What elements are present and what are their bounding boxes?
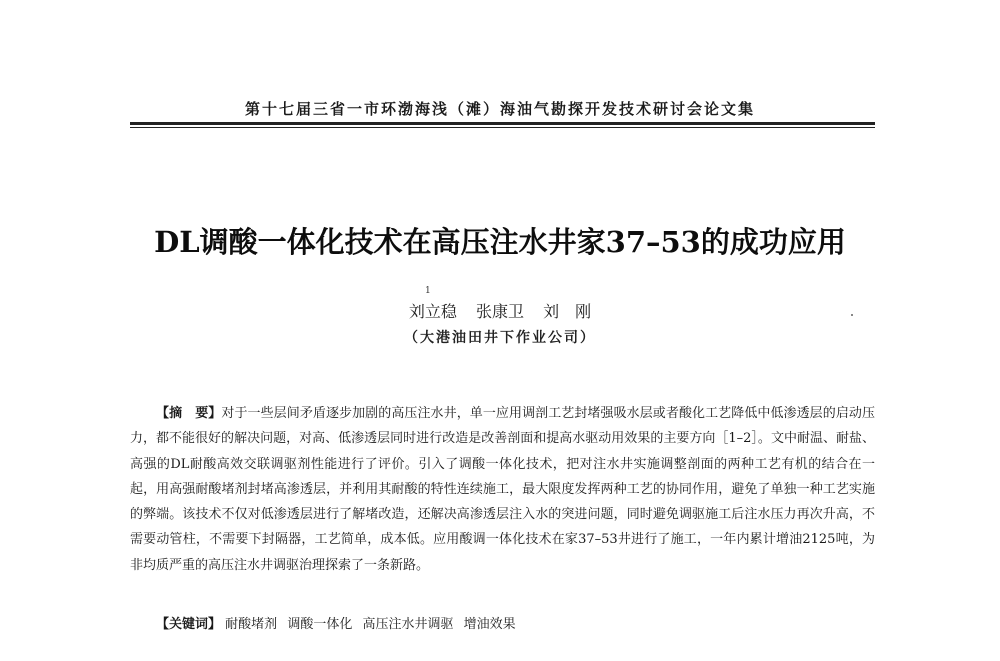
running-header: 第十七届三省一市环渤海浅（滩）海油气勘探开发技术研讨会论文集 xyxy=(244,100,755,118)
abstract-text: 对于一些层间矛盾逐步加剧的高压注水井，单一应用调剖工艺封堵强吸水层或者酸化工艺降低中低渗透层的启动压力，都不能很好的解决问题，对高、低渗透层同时进行改造是改善剖面和提高水驱动用效果的主要方向［1–2］。文中耐温、耐盐、高强的DL耐酸高效交联调驱剂性能进行了评价。引入了调酸一体化技术，把对注水井实施调整剖面的两种工艺有机的结合在一起，用高强耐酸堵剂封堵高渗透层，并利用其耐酸的特性连续施工，最大限度发挥两种工艺的协同作用，避免了单独一种工艺实施的弊端。该技术不仅对低渗透层进行了解堵改造，还解决高渗透层注入水的突进问题，同时避免调驱施工后注水压力再次升高，不需要动管柱，不需要下封隔器，工艺简单，成本低。应用酸调一体化技术在家37–53井进行了施工，一年内累计增油2125吨，为非均质严重的高压注水井调驱治理探索了一条新路。 xyxy=(130,406,875,573)
author-name: 张康卫 xyxy=(475,302,524,321)
keyword: 高压注水井调驱 xyxy=(362,617,454,632)
keyword: 调酸一体化 xyxy=(287,617,353,632)
header-rule-thick xyxy=(130,122,875,125)
keywords-line xyxy=(156,613,522,632)
header-rule-thin xyxy=(130,127,875,128)
scan-speck xyxy=(851,314,853,316)
abstract-paragraph xyxy=(130,401,875,578)
author-affiliation: （大港油田井下作业公司） xyxy=(404,330,596,346)
author-name: 刘 刚 xyxy=(543,302,592,321)
author-name: 刘立稳 xyxy=(408,302,457,321)
author-list xyxy=(0,299,1000,322)
keyword: 增油效果 xyxy=(463,617,516,632)
keywords-label: 【关键词】 xyxy=(156,617,222,632)
abstract-label: 【摘 要】 xyxy=(156,406,222,421)
paper-title: DL调酸一体化技术在高压注水井家37–53的成功应用 xyxy=(154,225,846,259)
author-footnote-marker: 1 xyxy=(425,286,431,296)
keyword: 耐酸堵剂 xyxy=(225,617,278,632)
